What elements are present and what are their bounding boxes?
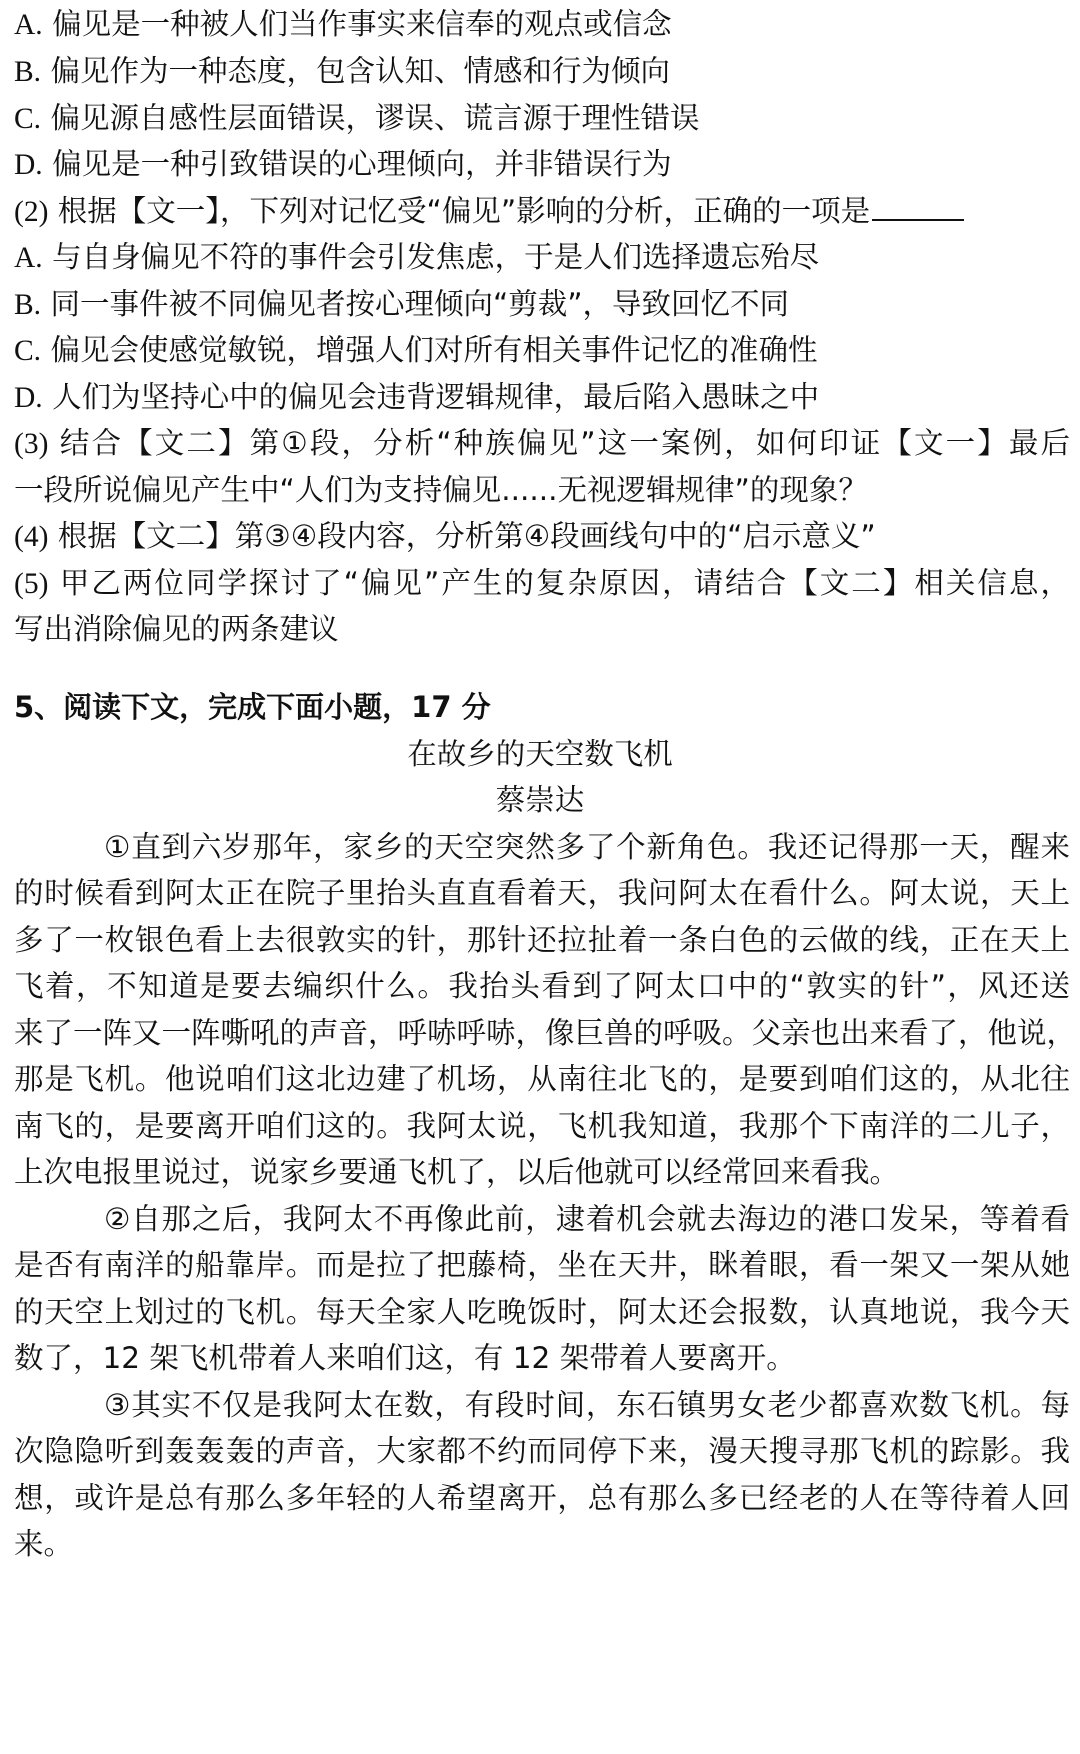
paragraph-2-line: ②自那之后，我阿太不再像此前，逮着机会就去海边的港口发呆，等着看 [104, 1202, 1070, 1236]
answer-blank [872, 191, 964, 221]
q5-line-1 [14, 561, 1070, 606]
question-text: 一段所说偏见产生中“人们为支持偏见......无视逻辑规律”的现象？ [14, 473, 868, 507]
option-text: 同一事件被不同偏见者按心理倾向“剪裁”，导致回忆不同 [50, 287, 790, 321]
option-label: A. [14, 9, 43, 41]
q4 [14, 514, 876, 559]
section-heading: 5、阅读下文，完成下面小题，17 分 [14, 690, 491, 724]
paragraph-1-line: 南飞的，是要离开咱们这的。我阿太说，飞机我知道，我那个下南洋的二儿子， [14, 1109, 1070, 1143]
paragraph-3-line: 来。 [14, 1527, 74, 1561]
q5-line-2 [14, 607, 339, 651]
article-title: 在故乡的天空数飞机 [407, 737, 673, 771]
option-text: 偏见源自感性层面错误，谬误、谎言源于理性错误 [50, 101, 700, 135]
paragraph-1-line: 上次电报里说过，说家乡要通飞机了，以后他就可以经常回来看我。 [14, 1155, 900, 1189]
question-number: (3) [14, 428, 49, 460]
option-text: 人们为坚持心中的偏见会违背逻辑规律，最后陷入愚昧之中 [52, 380, 820, 414]
option-label: D. [14, 382, 43, 414]
option-text: 偏见是一种被人们当作事实来信奉的观点或信念 [52, 7, 672, 41]
option-label: A. [14, 242, 43, 274]
option-label: B. [14, 289, 42, 321]
paragraph-1-line: ①直到六岁那年，家乡的天空突然多了个新角色。我还记得那一天，醒来 [104, 830, 1070, 864]
option-label: B. [14, 56, 42, 88]
q2-stem [14, 189, 964, 234]
q2-option-d [14, 375, 819, 420]
paragraph-1-line: 的时候看到阿太正在院子里抬头直直看着天，我问阿太在看什么。阿太说，天上 [14, 876, 1070, 910]
option-label: C. [14, 335, 42, 367]
paragraph-3-line: 想，或许是总有那么多年轻的人希望离开，总有那么多已经老的人在等待着人回 [14, 1481, 1070, 1515]
q1-option-b [14, 49, 670, 94]
paragraph-1-line: 来了一阵又一阵嘶吼的声音，呼哧呼哧，像巨兽的呼吸。父亲也出来看了，他说， [14, 1016, 1077, 1050]
question-number: (5) [14, 568, 49, 600]
question-text: 甲乙两位同学探讨了“偏见”产生的复杂原因，请结合【文二】相关信息， [59, 566, 1070, 600]
question-text: 根据【文二】第③④段内容，分析第④段画线句中的“启示意义” [57, 519, 876, 553]
option-text: 偏见是一种引致错误的心理倾向，并非错误行为 [52, 147, 672, 181]
option-label: C. [14, 103, 42, 135]
q3-line-2 [14, 468, 868, 512]
article-author: 蔡崇达 [495, 783, 585, 817]
question-text: 结合【文二】第①段，分析“种族偏见”这一案例，如何印证【文一】最后 [59, 426, 1070, 460]
q2-option-b [14, 282, 789, 327]
question-text: 写出消除偏见的两条建议 [14, 612, 339, 646]
paragraph-3-line: ③其实不仅是我阿太在数，有段时间，东石镇男女老少都喜欢数飞机。每 [104, 1388, 1070, 1422]
paragraph-2-line: 数了，12 架飞机带着人来咱们这，有 12 架带着人要离开。 [14, 1341, 796, 1375]
option-text: 偏见作为一种态度，包含认知、情感和行为倾向 [50, 54, 670, 88]
q3-line-1 [14, 421, 1070, 466]
q1-option-d [14, 142, 672, 187]
question-number: (2) [14, 196, 49, 228]
q2-option-c [14, 328, 817, 373]
option-text: 与自身偏见不符的事件会引发焦虑，于是人们选择遗忘殆尽 [52, 240, 820, 274]
q1-option-a [14, 2, 672, 47]
paragraph-2-line: 是否有南洋的船靠岸。而是拉了把藤椅，坐在天井，眯着眼，看一架又一架从她 [14, 1248, 1070, 1282]
paragraph-1-line: 多了一枚银色看上去很敦实的针，那针还拉扯着一条白色的云做的线，正在天上 [14, 923, 1070, 957]
paragraph-1-line: 那是飞机。他说咱们这北边建了机场，从南往北飞的，是要到咱们这的，从北往 [14, 1062, 1070, 1096]
paragraph-2-line: 的天空上划过的飞机。每天全家人吃晚饭时，阿太还会报数，认真地说，我今天 [14, 1295, 1070, 1329]
q1-option-c [14, 96, 699, 141]
option-text: 偏见会使感觉敏锐，增强人们对所有相关事件记忆的准确性 [50, 333, 818, 367]
paragraph-3-line: 次隐隐听到轰轰轰的声音，大家都不约而同停下来，漫天搜寻那飞机的踪影。我 [14, 1434, 1070, 1468]
q2-option-a [14, 235, 819, 280]
question-number: (4) [14, 521, 49, 553]
option-label: D. [14, 149, 43, 181]
paragraph-1-line: 飞着，不知道是要去编织什么。我抬头看到了阿太口中的“敦实的针”，风还送 [14, 969, 1070, 1003]
question-text: 根据【文一】，下列对记忆受“偏见”影响的分析，正确的一项是 [57, 194, 871, 228]
